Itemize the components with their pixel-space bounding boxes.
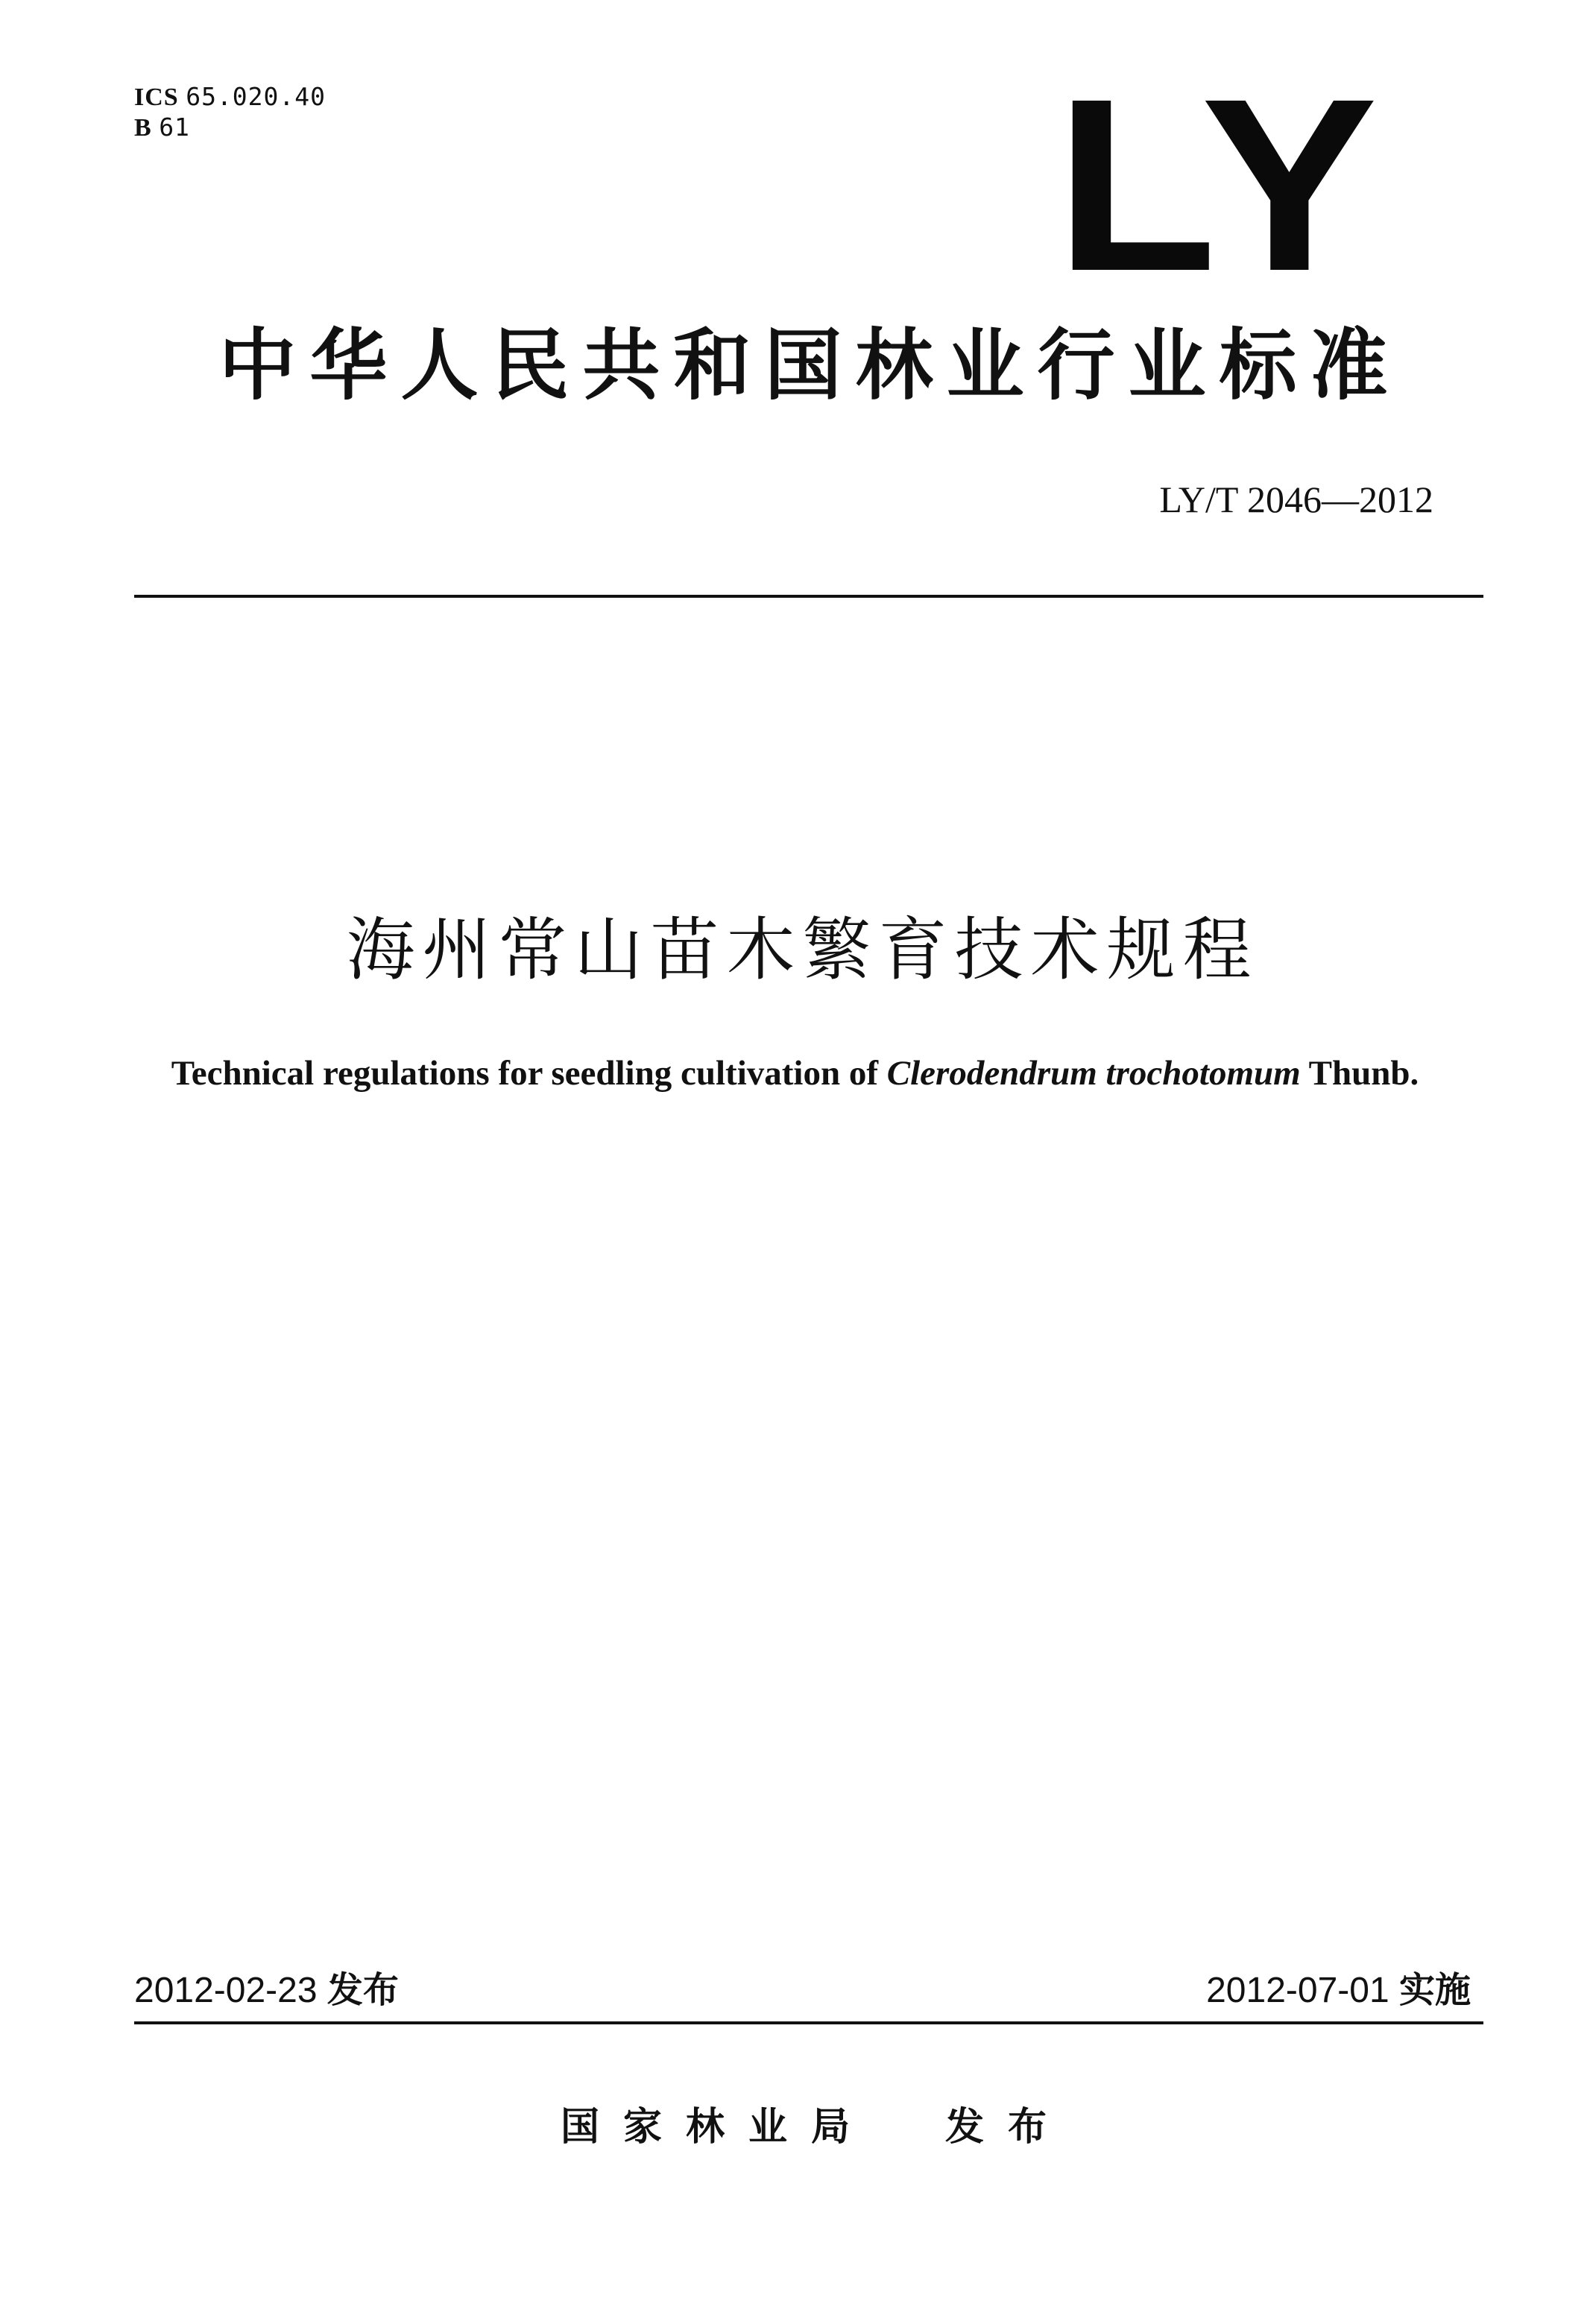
publisher-action: 发布 [945, 2105, 1071, 2150]
ccs-label: B [134, 114, 152, 142]
implement-date-value: 2012-07-01 [1206, 1971, 1389, 2010]
implement-date-label: 实施 [1398, 1969, 1471, 2011]
title-en-species: Clerodendrum trochotomum [886, 1054, 1301, 1093]
issue-date-value: 2012-02-23 [134, 1971, 318, 2010]
title-en-prefix: Technical regulations for seedling cultivation of [171, 1054, 887, 1093]
classification-codes [134, 82, 326, 143]
top-divider [134, 595, 1483, 598]
ccs-code: 61 [159, 113, 190, 142]
title-en-suffix: Thunb. [1300, 1054, 1419, 1093]
document-title-cn: 海州常山苗木繁育技术规程 [346, 910, 1259, 990]
ics-label: ICS [134, 83, 179, 111]
publisher-name: 国家林业局 [561, 2105, 874, 2150]
ccs-line [134, 113, 326, 143]
issue-date-label: 发布 [326, 1969, 399, 2011]
ics-code: 65.020.40 [186, 82, 326, 111]
standard-code: LY/T 2046—2012 [1159, 479, 1433, 520]
standard-title: 中华人民共和国林业行业标准 [218, 320, 1401, 411]
issue-date [134, 1968, 399, 2013]
ics-line [134, 82, 326, 113]
bottom-divider [134, 2021, 1483, 2024]
ly-logo: LY [1055, 47, 1386, 322]
implement-date [1206, 1968, 1471, 2013]
document-title-en [0, 1051, 1590, 1096]
